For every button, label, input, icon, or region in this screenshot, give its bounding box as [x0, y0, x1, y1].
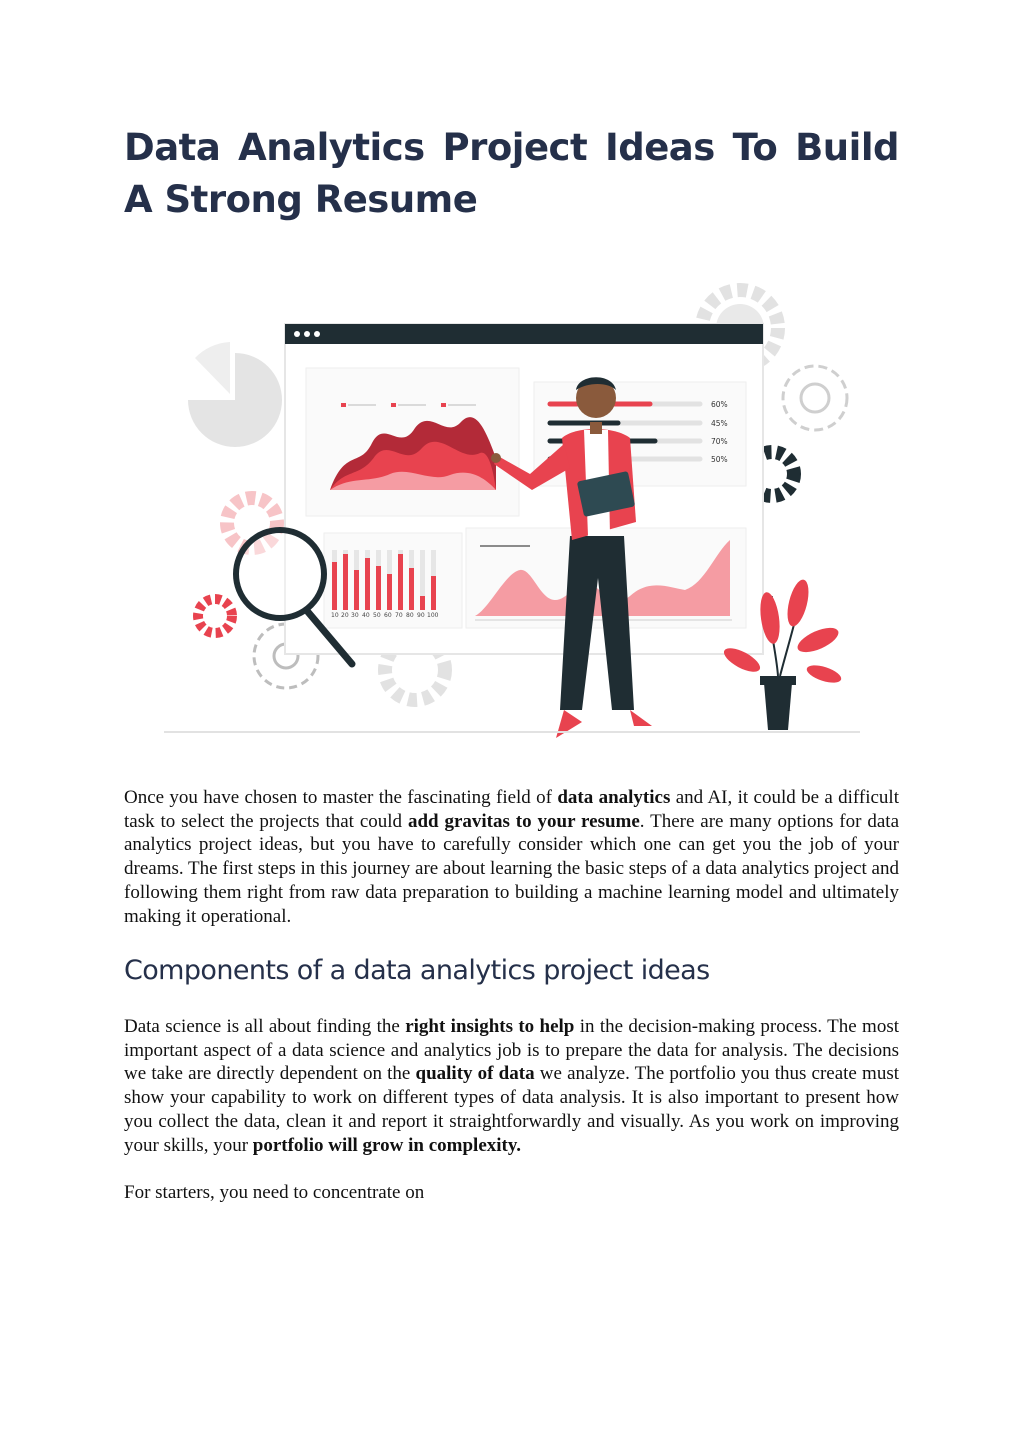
- axis-tick: 90: [417, 612, 425, 619]
- axis-tick: 50: [373, 612, 381, 619]
- axis-tick: 60: [384, 612, 392, 619]
- column-bar: [409, 568, 414, 610]
- column-bar: [387, 574, 392, 610]
- percent-label: 50%: [711, 455, 728, 464]
- percent-label: 70%: [711, 437, 728, 446]
- pie-chart-icon: [188, 342, 282, 447]
- components-bold: quality of data: [415, 1063, 535, 1085]
- column-bar: [354, 570, 359, 610]
- intro-paragraph: [124, 786, 899, 928]
- intro-text: Once you have chosen to master the fascinating field of: [124, 787, 558, 808]
- section-heading: Components of a data analytics project ideas: [124, 955, 710, 986]
- components-bold: right insights to help: [405, 1016, 575, 1037]
- column-bar: [376, 566, 381, 610]
- intro-bold: add gravitas to your resume: [407, 810, 640, 832]
- page-title: Data Analytics Project Ideas To Build A Strong Resume: [124, 126, 899, 221]
- intro-bold: data analytics: [557, 787, 671, 808]
- gear-outline-icon: [783, 366, 847, 430]
- axis-tick: 30: [351, 612, 359, 619]
- starters-paragraph: For starters, you need to concentrate on: [124, 1182, 425, 1203]
- components-text: Data science is all about finding the: [124, 1016, 406, 1037]
- components-bold: portfolio will grow in complexity.: [252, 1134, 522, 1156]
- components-paragraph: [124, 1015, 899, 1157]
- column-bar: [332, 562, 337, 610]
- column-bar: [343, 554, 348, 610]
- intro-text: and AI, it could be a difficult task to select the projects that could: [124, 787, 899, 832]
- column-bar: [431, 576, 436, 610]
- axis-tick: 10: [331, 612, 339, 619]
- percent-label: 45%: [711, 419, 728, 428]
- column-bar: [420, 596, 425, 610]
- axis-tick: 40: [362, 612, 370, 619]
- components-text: in the decision-making process. The most important aspect of a data science and analytics job is to prepare the data for analysis. The decisions we take are directly dependent on the: [124, 1016, 899, 1085]
- axis-tick: 70: [395, 612, 403, 619]
- axis-tick: 20: [341, 612, 349, 619]
- components-text: we analyze. The portfolio you thus create must show your capability to work on different types of data analysis. It is also important to present how you collect the data, clean it and report it straightforwardly and visually. As you work on improving your skills, your: [124, 1063, 899, 1156]
- axis-tick: 100: [427, 612, 439, 619]
- axis-tick: 80: [406, 612, 414, 619]
- hero-illustration: [160, 278, 865, 750]
- column-bar: [398, 554, 403, 610]
- dashboard-window: [285, 324, 763, 654]
- column-bar: [365, 558, 370, 610]
- percent-label: 60%: [711, 400, 728, 409]
- intro-text: . There are many options for data analytics project ideas, but you have to carefully consider which one can get you the job of your dreams. The first steps in this journey are about learning the basic steps of a data analytics project and following them right from raw data preparation to building a machine learning model and ultimately making it operational.: [124, 810, 899, 927]
